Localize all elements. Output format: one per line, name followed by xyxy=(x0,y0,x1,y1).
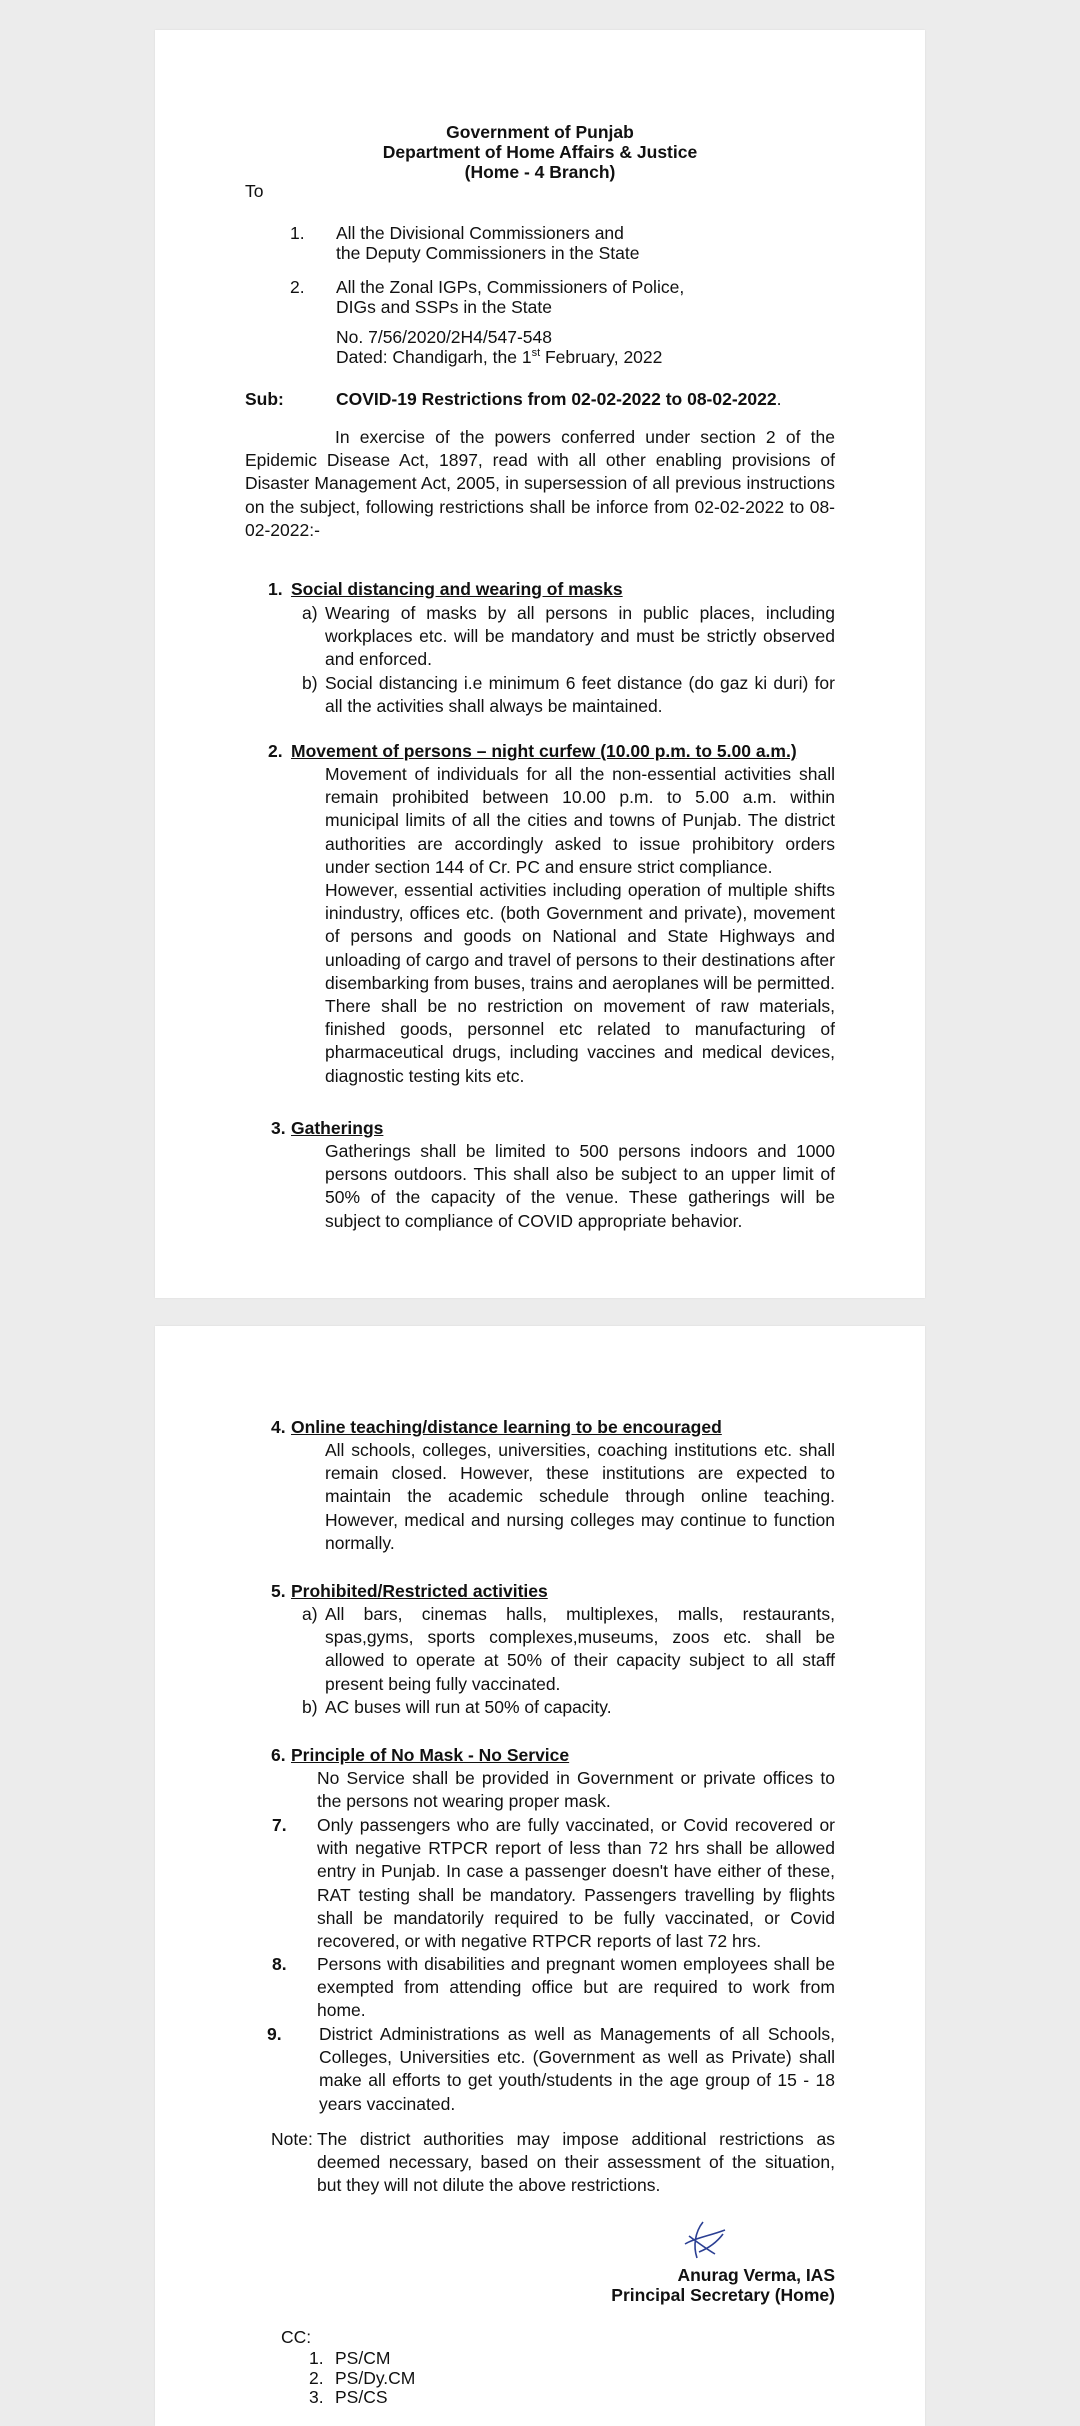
cc-item-2-text: PS/Dy.CM xyxy=(335,2368,416,2388)
signatory-name: Anurag Verma, IAS xyxy=(677,2265,835,2285)
section-5-title: Prohibited/Restricted activities xyxy=(291,1581,548,1601)
note-text: The district authorities may impose additional restrictions as deemed necessary, based on their assessment of the situation, but they will not dilute the above restrictions. xyxy=(317,2129,835,2196)
date-suffix-ordinal: st xyxy=(531,347,541,360)
section-1-item-b-label: b) xyxy=(302,673,318,693)
section-4-text: All schools, colleges, universities, coaching institutions etc. shall remain closed. However, these institutions are expected to maintain the academic schedule through online teaching. However, medical and nursing colleges may continue to function normally. xyxy=(325,1440,835,1553)
date-month-year: February, 2022 xyxy=(540,347,663,367)
section-5-number: 5. xyxy=(271,1581,286,1601)
section-3-number: 3. xyxy=(271,1118,286,1138)
section-1-number: 1. xyxy=(268,579,283,599)
letterhead-department: Department of Home Affairs & Justice xyxy=(382,142,698,162)
section-7-text: Only passengers who are fully vaccinated, or Covid recovered or with negative RTPCR report of less than 72 hrs shall be allowed entry in Punjab. In case a passenger doesn't have either of these, RAT testing shall be mandatory. Passengers travelling by flights shall be mandatorily required to be fully vaccinated, or Covid recovered, or with negative RTPCR reports of last 72 hrs. xyxy=(317,1815,835,1952)
section-7-number: 7. xyxy=(272,1815,287,1835)
cc-item-1-text: PS/CM xyxy=(335,2348,391,2368)
subject-period: . xyxy=(776,389,782,409)
document-page-2 xyxy=(155,1326,925,2426)
date-line xyxy=(336,346,662,369)
intro-paragraph: In exercise of the powers conferred under section 2 of the Epidemic Disease Act, 1897, read with all other enabling provisions of Disaster Management Act, 2005, in supersession of all previous instructions on the subject, following restrictions shall be inforce from 02-02-2022 to 08-02-2022:- xyxy=(245,427,835,540)
section-8-number: 8. xyxy=(272,1954,287,1974)
section-5-item-b-text: AC buses will run at 50% of capacity. xyxy=(325,1697,612,1717)
section-9-number: 9. xyxy=(267,2024,282,2044)
section-2-title: Movement of persons – night curfew (10.00 p.m. to 5.00 a.m.) xyxy=(291,741,797,761)
subject-label: Sub: xyxy=(245,389,284,409)
section-1-item-a-text: Wearing of masks by all persons in public places, including workplaces etc. will be mandatory and must be strictly observed and enforced. xyxy=(325,603,835,670)
section-2-paragraph-1: Movement of individuals for all the non-essential activities shall remain prohibited between 10.00 p.m. to 5.00 a.m. within municipal limits of all the cities and towns of Punjab. The district authorities are accordingly asked to issue prohibitory orders under section 144 of Cr. PC and ensure strict compliance. xyxy=(325,764,835,877)
note-label: Note: xyxy=(271,2129,313,2149)
section-1-item-a-label: a) xyxy=(302,603,318,623)
letterhead-branch: (Home - 4 Branch) xyxy=(464,162,616,182)
to-label: To xyxy=(245,181,264,201)
section-1-item-b-text: Social distancing i.e minimum 6 feet distance (do gaz ki duri) for all the activities shall always be maintained. xyxy=(325,673,835,717)
section-2-number: 2. xyxy=(268,741,283,761)
section-3-text: Gatherings shall be limited to 500 persons indoors and 1000 persons outdoors. This shall also be subject to an upper limit of 50% of the capacity of the venue. These gatherings will be subject to compliance of COVID appropriate behavior. xyxy=(325,1141,835,1231)
section-5-item-a-text: All bars, cinemas halls, multiplexes, malls, restaurants, spas,gyms, sports complexes,museums, zoos etc. shall be allowed to operate at 50% of their capacity subject to all staff present being fully vaccinated. xyxy=(325,1604,835,1694)
cc-item-1-number: 1. xyxy=(309,2348,324,2368)
section-1-title: Social distancing and wearing of masks xyxy=(291,579,623,599)
signatory-title: Principal Secretary (Home) xyxy=(611,2285,835,2305)
section-6-title: Principle of No Mask - No Service xyxy=(291,1745,570,1765)
signature-mark xyxy=(675,2214,745,2266)
recipient-2-line-1: All the Zonal IGPs, Commissioners of Police, xyxy=(336,277,685,297)
subject-text: COVID-19 Restrictions from 02-02-2022 to 08-02-2022 xyxy=(336,389,777,409)
letterhead xyxy=(155,122,925,182)
section-4-title: Online teaching/distance learning to be encouraged xyxy=(291,1417,722,1437)
subject-line xyxy=(336,388,781,411)
letterhead-government: Government of Punjab xyxy=(446,122,634,142)
section-4-number: 4. xyxy=(271,1417,286,1437)
section-5-item-a-label: a) xyxy=(302,1604,318,1624)
document-page-1 xyxy=(155,30,925,1298)
recipient-2-number: 2. xyxy=(290,277,305,297)
recipient-1-line-2: the Deputy Commissioners in the State xyxy=(336,243,640,263)
section-6-text: No Service shall be provided in Government or private offices to the persons not wearing proper mask. xyxy=(317,1768,835,1812)
cc-item-3-number: 3. xyxy=(309,2387,324,2407)
section-9-text: District Administrations as well as Managements of all Schools, Colleges, Universities etc. (Government as well as Private) shall make all efforts to get youth/students in the age group of 15 - 18 years vaccinated. xyxy=(319,2024,835,2114)
section-8-text: Persons with disabilities and pregnant women employees shall be exempted from attending office but are required to work from home. xyxy=(317,1954,835,2021)
date-prefix: Dated: Chandigarh, the 1 xyxy=(336,347,532,367)
section-5-item-b-label: b) xyxy=(302,1697,318,1717)
cc-item-2-number: 2. xyxy=(309,2368,324,2388)
cc-label: CC: xyxy=(281,2327,312,2347)
section-2-paragraph-2: However, essential activities including operation of multiple shifts inindustry, offices etc. (both Government and private), movement of persons and goods on National and State Highways and unloading of cargo and travel of persons to their destinations after disembarking from buses, trains and aeroplanes will be permitted. There shall be no restriction on movement of raw materials, finished goods, personnel etc related to manufacturing of pharmaceutical drugs, including vaccines and medical devices, diagnostic testing kits etc. xyxy=(325,880,835,1086)
recipient-2-line-2: DIGs and SSPs in the State xyxy=(336,297,552,317)
recipient-1-line-1: All the Divisional Commissioners and xyxy=(336,223,624,243)
reference-number: No. 7/56/2020/2H4/547-548 xyxy=(336,327,552,347)
recipient-1-number: 1. xyxy=(290,223,305,243)
cc-item-3-text: PS/CS xyxy=(335,2387,388,2407)
section-6-number: 6. xyxy=(271,1745,286,1765)
section-3-title: Gatherings xyxy=(291,1118,384,1138)
